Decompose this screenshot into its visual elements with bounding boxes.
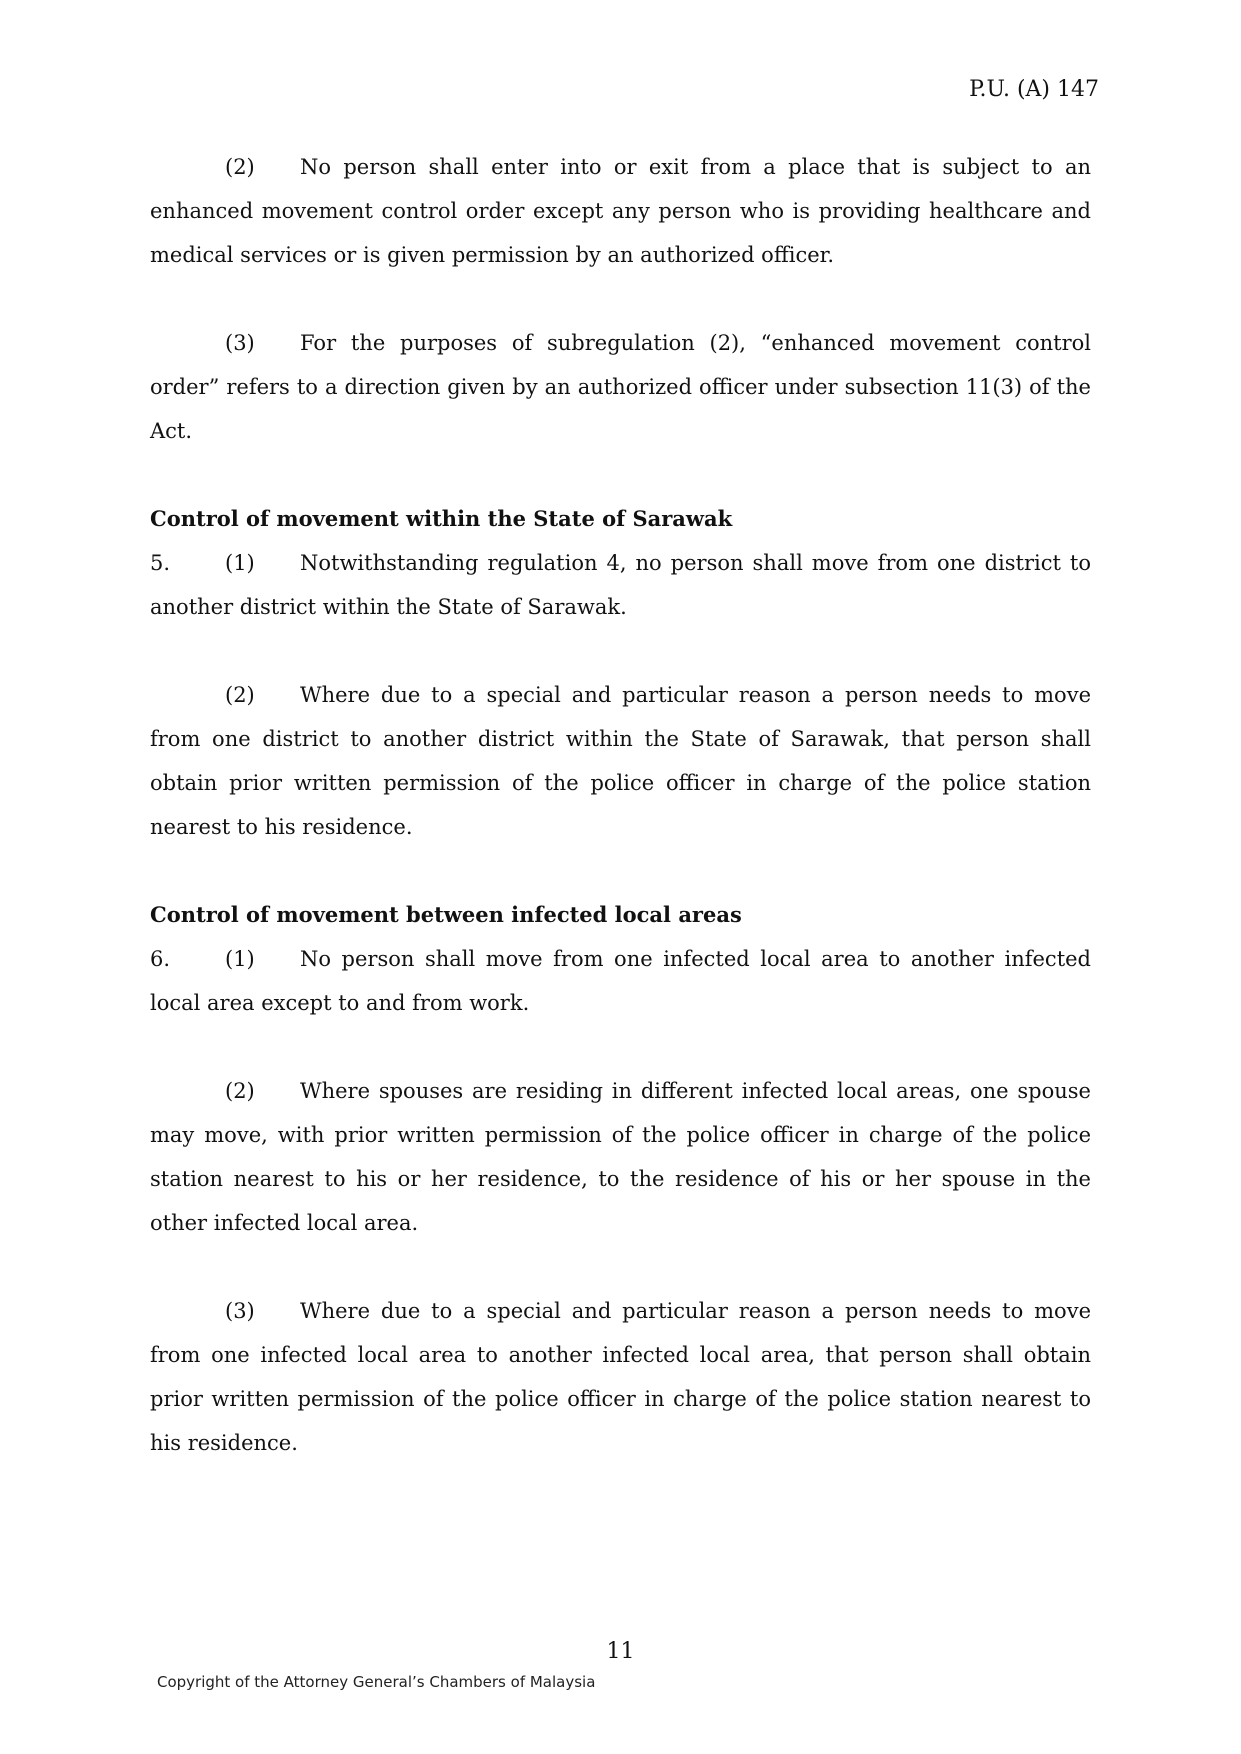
subregulation-text: Where due to a special and particular reason a person needs to move from one district to another district within the State of Sarawak, that person shall obtain prior written permission of the police officer in charge of the police station nearest to his residence. xyxy=(150,683,1091,839)
subregulation-text: Notwithstanding regulation 4, no person shall move from one district to another district within the State of Sarawak. xyxy=(150,551,1091,619)
regulation-number: 5. xyxy=(150,551,171,575)
page-number: 11 xyxy=(606,1639,635,1664)
document-body xyxy=(150,145,1091,1465)
subregulation-4-2 xyxy=(150,145,1091,277)
subregulation-text: Where due to a special and particular reason a person needs to move from one infected local area to another infected local area, that person shall obtain prior written permission of the police officer in charge of the police station nearest to his residence. xyxy=(150,1299,1091,1455)
subregulation-number: (2) xyxy=(225,683,255,707)
document-reference: P.U. (A) 147 xyxy=(969,77,1099,102)
regulation-5-1 xyxy=(150,541,1091,629)
section-heading-6: Control of movement between infected local areas xyxy=(150,902,742,927)
subregulation-number: (2) xyxy=(225,155,255,179)
subregulation-5-2 xyxy=(150,673,1091,849)
subregulation-6-3 xyxy=(150,1289,1091,1465)
subregulation-text: No person shall move from one infected local area to another infected local area except to and from work. xyxy=(150,947,1091,1015)
section-heading-5: Control of movement within the State of Sarawak xyxy=(150,506,733,531)
subregulation-number: (3) xyxy=(225,331,255,355)
subregulation-text: No person shall enter into or exit from a place that is subject to an enhanced movement control order except any person who is providing healthcare and medical services or is given permission by an authorized officer. xyxy=(150,155,1091,267)
copyright-notice: Copyright of the Attorney General’s Chambers of Malaysia xyxy=(157,1673,596,1691)
subregulation-6-2 xyxy=(150,1069,1091,1245)
subregulation-number: (1) xyxy=(225,551,255,575)
subregulation-text: For the purposes of subregulation (2), “enhanced movement control order” refers to a direction given by an authorized officer under subsection 11(3) of the Act. xyxy=(150,331,1091,443)
regulation-6-1 xyxy=(150,937,1091,1025)
subregulation-4-3 xyxy=(150,321,1091,453)
subregulation-text: Where spouses are residing in different infected local areas, one spouse may move, with prior written permission of the police officer in charge of the police station nearest to his or her residence, to the residence of his or her spouse in the other infected local area. xyxy=(150,1079,1091,1235)
subregulation-number: (1) xyxy=(225,947,255,971)
regulation-number: 6. xyxy=(150,947,171,971)
subregulation-number: (2) xyxy=(225,1079,255,1103)
subregulation-number: (3) xyxy=(225,1299,255,1323)
